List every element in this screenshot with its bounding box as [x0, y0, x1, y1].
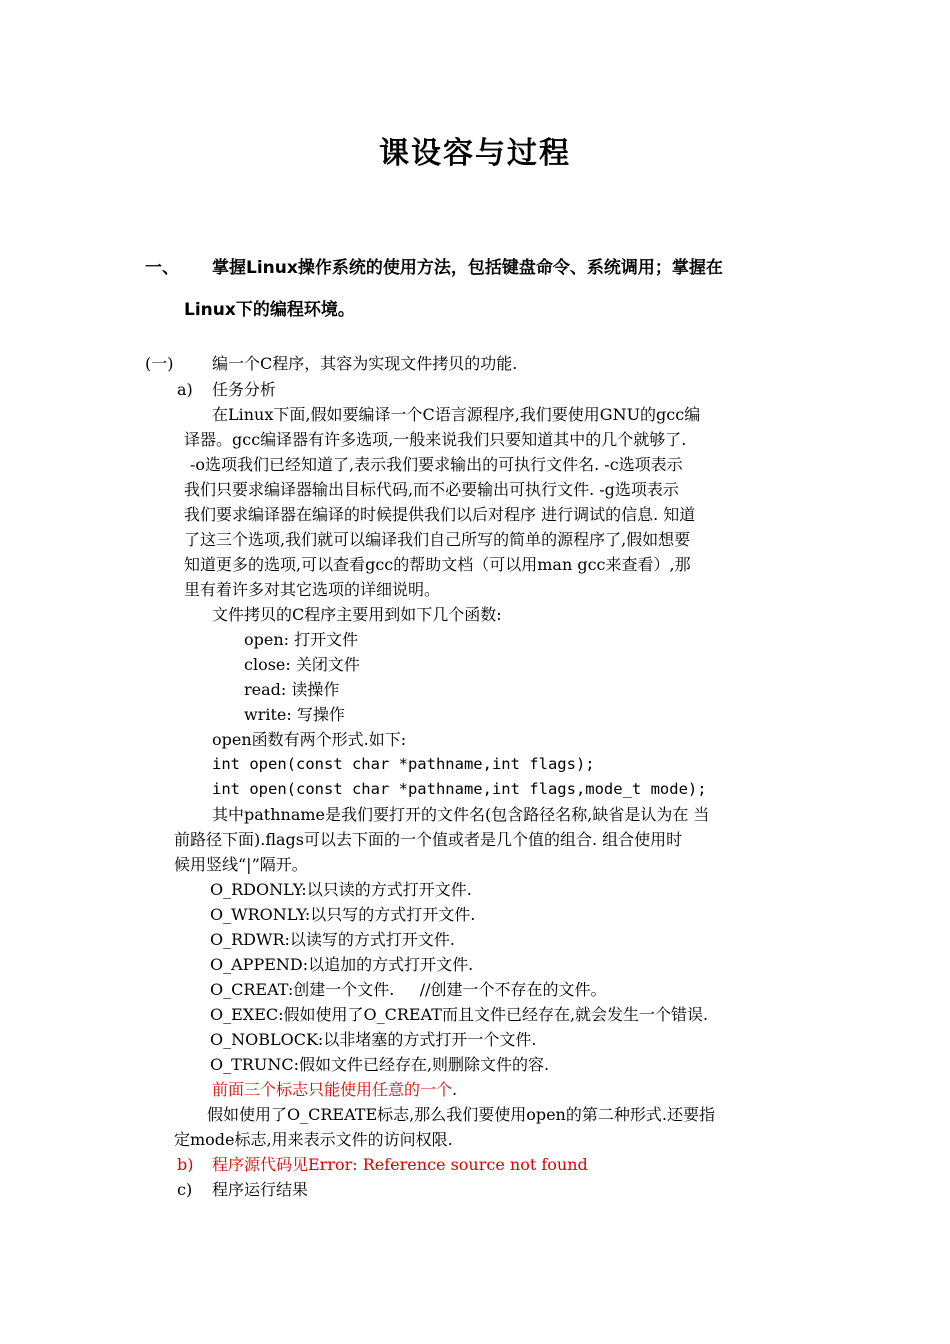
section-heading-line1: 掌握Linux操作系统的使用方法，包括键盘命令、系统调用；掌握在 [212, 258, 723, 278]
item-a-text: 任务分析 [212, 380, 277, 399]
code-line: int open(const char *pathname,int flags,mode_t mode); [212, 780, 707, 798]
paragraph3-line: 定mode标志,用来表示文件的访问权限. [174, 1130, 453, 1149]
functions-intro: 文件拷贝的C程序主要用到如下几个函数: [212, 605, 502, 624]
note-line [212, 1077, 457, 1102]
item-b-text: 程序源代码见Error: Reference source not found [212, 1155, 588, 1174]
paragraph1-line: 里有着许多对其它选项的详细说明。 [184, 580, 441, 599]
subsection-number: (一) [145, 354, 174, 373]
paragraph3-line: 假如使用了O_CREATE标志,那么我们要使用open的第二种形式.还要指 [207, 1105, 715, 1124]
paragraph2-line: 前路径下面).flags可以去下面的一个值或者是几个值的组合. 组合使用时 [174, 830, 683, 849]
note-red-tail: . [452, 1080, 458, 1099]
paragraph1-line: 了这三个选项,我们就可以编译我们自己所写的简单的源程序了,假如想要 [184, 530, 691, 549]
paragraph1-line: 我们只要求编译器输出目标代码,而不必要输出可执行文件. -g选项表示 [184, 480, 679, 499]
paragraph1-line: 在Linux下面,假如要编译一个C语言源程序,我们要使用GNU的gcc编 [212, 405, 701, 424]
item-b-label: b) [177, 1155, 194, 1174]
flag-item: O_NOBLOCK:以非堵塞的方式打开一个文件. [210, 1030, 537, 1049]
paragraph1-line: 知道更多的选项,可以查看gcc的帮助文档（可以用man gcc来查看）,那 [184, 555, 691, 574]
note-red: 前面三个标志只能使用任意的一个 [212, 1080, 453, 1099]
function-item: read: 读操作 [244, 680, 340, 699]
flag-item: O_WRONLY:以只写的方式打开文件. [210, 905, 476, 924]
item-c-text: 程序运行结果 [212, 1180, 309, 1199]
section-number: 一、 [145, 258, 179, 278]
code-line: int open(const char *pathname,int flags); [212, 755, 595, 773]
flag-item: O_APPEND:以追加的方式打开文件. [210, 955, 474, 974]
function-item: open: 打开文件 [244, 630, 359, 649]
function-item: write: 写操作 [244, 705, 345, 724]
flag-item: O_RDONLY:以只读的方式打开文件. [210, 880, 472, 899]
page-title: 课设容与过程 [379, 136, 571, 171]
paragraph2-line: 其中pathname是我们要打开的文件名(包含路径名称,缺省是认为在 当 [212, 805, 710, 824]
flag-item: O_EXEC:假如使用了O_CREAT而且文件已经存在,就会发生一个错误. [210, 1005, 709, 1024]
flag-item: O_TRUNC:假如文件已经存在,则删除文件的容. [210, 1055, 550, 1074]
paragraph1-line: 译器。gcc编译器有许多选项,一般来说我们只要知道其中的几个就够了. [184, 430, 687, 449]
function-item: close: 关闭文件 [244, 655, 360, 674]
section-heading-line2: Linux下的编程环境。 [184, 300, 355, 320]
paragraph1-line: 我们要求编译器在编译的时候提供我们以后对程序 进行调试的信息. 知道 [184, 505, 696, 524]
item-a-label: a) [177, 380, 193, 399]
flag-item: O_RDWR:以读写的方式打开文件. [210, 930, 455, 949]
paragraph1-line: -o选项我们已经知道了,表示我们要求输出的可执行文件名. -c选项表示 [190, 455, 683, 474]
open-forms-intro: open函数有两个形式.如下: [212, 730, 407, 749]
paragraph2-line: 候用竖线“|”隔开。 [174, 855, 308, 874]
item-c-label: c) [177, 1180, 193, 1199]
flag-item: O_CREAT:创建一个文件. //创建一个不存在的文件。 [210, 980, 607, 999]
subsection-heading: 编一个C程序，其容为实现文件拷贝的功能. [212, 354, 518, 373]
